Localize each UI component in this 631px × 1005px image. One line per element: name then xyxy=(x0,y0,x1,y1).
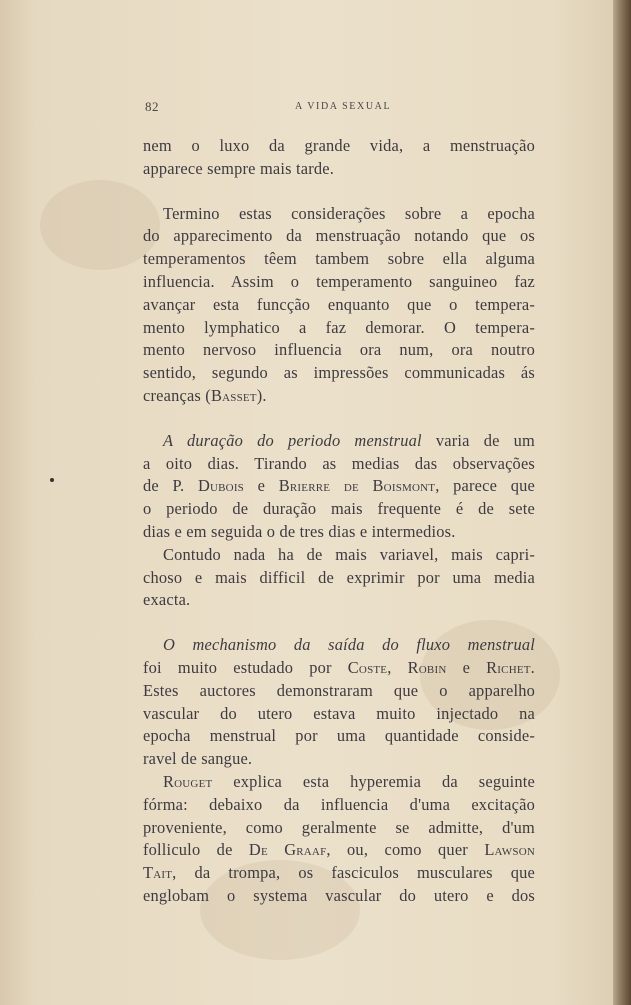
text-line: de P. Dubois e Brierre de Boismont, parece que xyxy=(143,476,535,496)
text-line xyxy=(143,430,535,453)
author-name: Dubois xyxy=(197,476,244,496)
paragraph-4 xyxy=(143,544,535,612)
author-name: Brierre de Boismont xyxy=(278,476,436,496)
emphasis: O mechanismo da saída do fluxo menstrual xyxy=(163,635,535,655)
running-title: A VIDA SEXUAL xyxy=(295,101,392,112)
author-name: Rouget xyxy=(163,771,213,791)
paragraph-3 xyxy=(143,430,535,544)
author-name: Coste xyxy=(347,657,388,677)
author-name: Lawson xyxy=(484,840,535,860)
book-spine-edge xyxy=(613,0,631,1005)
text-line: Estes auctores demonstraram que o apparelho xyxy=(143,680,535,700)
text-line: choso e mais difficil de exprimir por uma media xyxy=(143,567,535,587)
text-line: folliculo de De Graaf, ou, como quer Lawson xyxy=(143,840,535,860)
text-line: do apparecimento da menstruação notando que os xyxy=(143,226,535,246)
text-line: vascular do utero estava muito injectado na xyxy=(143,703,535,723)
text-run: varia de um xyxy=(421,430,535,450)
author-name: Tait xyxy=(143,863,173,883)
text-line: foi muito estudado por Coste, Robin e Richet. xyxy=(143,657,535,677)
body-text xyxy=(143,135,535,908)
paper-stain xyxy=(40,180,160,270)
running-header xyxy=(145,97,535,117)
text-line: nem o luxo da grande vida, a menstruação xyxy=(143,136,535,155)
text-line: avançar esta funcção enquanto que o tempera- xyxy=(143,294,535,314)
text-line: Contudo nada ha de mais variavel, mais capri- xyxy=(163,544,535,564)
text-line: temperamentos têem tambem sobre ella alguma xyxy=(143,249,535,269)
text-line: fórma: debaixo da influencia d'uma excitação xyxy=(143,794,535,814)
paragraph-2 xyxy=(143,203,535,408)
text-line: mento lymphatico a faz demorar. O tempera- xyxy=(143,317,535,337)
text-line: Tait, da trompa, os fasciculos musculares que xyxy=(143,863,535,883)
text-line: apparece sempre mais tarde. xyxy=(143,158,335,178)
ink-spot xyxy=(50,478,54,482)
text-line: proveniente, como geralmente se admitte, d'um xyxy=(143,817,535,837)
text-line-last: creanças (Basset). xyxy=(143,385,267,405)
text-line: ravel de sangue. xyxy=(143,749,253,769)
text-line: dias e em seguida o de tres dias e intermedios. xyxy=(143,521,456,541)
text-line: englobam o systema vascular do utero e dos xyxy=(143,885,535,905)
author-name: De Graaf xyxy=(248,840,327,860)
text-line: influencia. Assim o temperamento sanguineo faz xyxy=(143,271,535,291)
emphasis: A duração do periodo menstrual xyxy=(163,430,422,450)
paragraph-1 xyxy=(143,135,535,181)
paragraph-6 xyxy=(143,771,535,908)
text-line: mento nervoso influencia ora num, ora noutro xyxy=(143,340,535,360)
paragraph-5 xyxy=(143,634,535,771)
text-line: Termino estas considerações sobre a epocha xyxy=(163,203,535,223)
author-name: Basset xyxy=(210,385,257,405)
text-line: Rouget explica esta hyperemia da seguinte xyxy=(163,771,535,791)
author-name: Richet xyxy=(486,657,531,677)
author-name: Robin xyxy=(407,657,447,677)
text-line xyxy=(143,634,535,657)
text-line: exacta. xyxy=(143,590,191,610)
page-number: 82 xyxy=(145,99,159,114)
text-line: epocha menstrual por uma quantidade conside- xyxy=(143,726,535,746)
text-line: a oito dias. Tirando as medias das observações xyxy=(143,453,535,473)
text-line: sentido, segundo as impressões communicadas ás xyxy=(143,363,535,383)
text-line: o periodo de duração mais frequente é de sete xyxy=(143,499,535,519)
